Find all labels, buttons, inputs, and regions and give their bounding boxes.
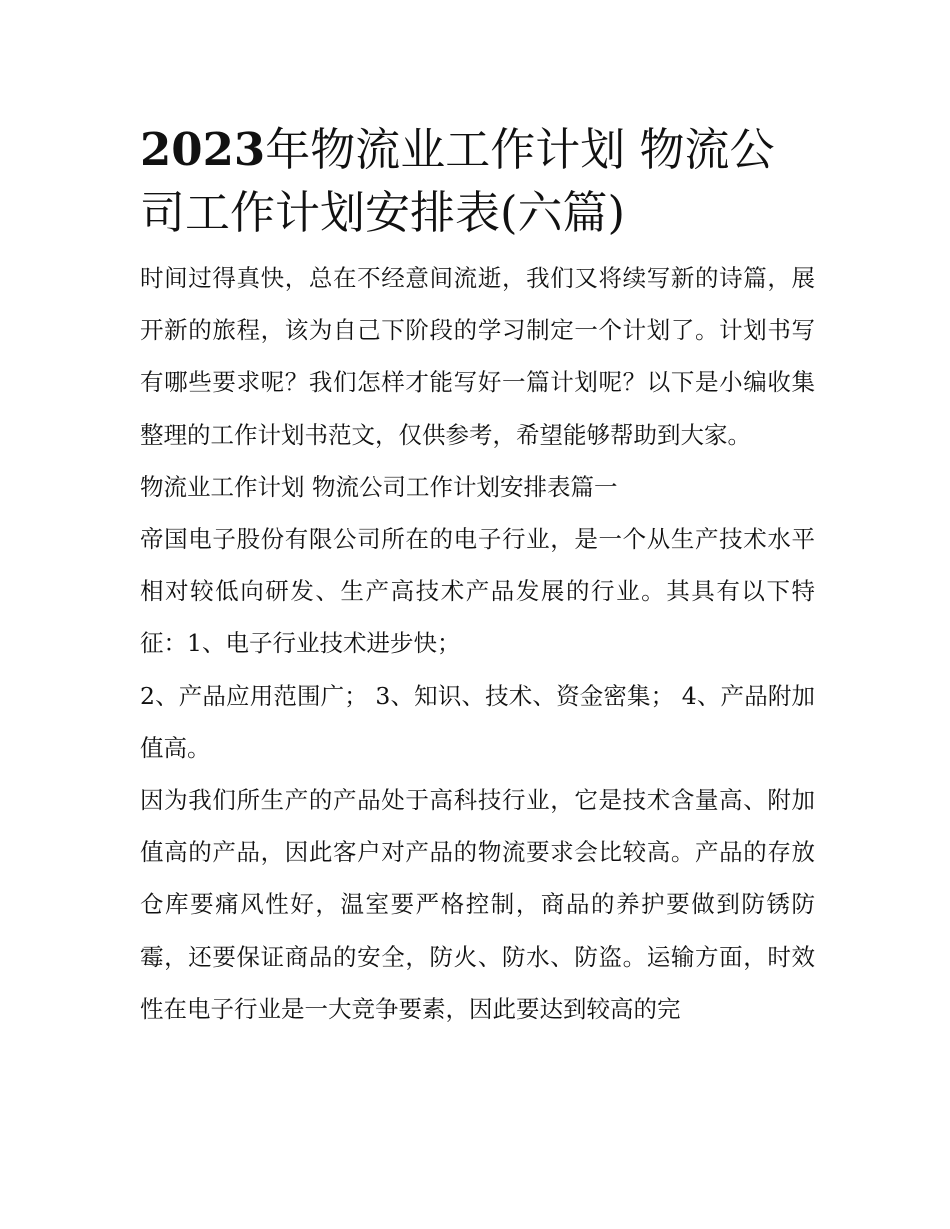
body-paragraph: 2、产品应用范围广； 3、知识、技术、资金密集； 4、产品附加值高。 [140,681,815,762]
title-year: 2023 [140,123,266,176]
body-paragraph: 帝国电子股份有限公司所在的电子行业，是一个从生产技术水平相对较低向研发、生产高技术产品发展的行业。其具有以下特征：1、电子行业技术进步快； [140,525,815,658]
document-title [140,118,815,244]
section-heading: 物流业工作计划 物流公司工作计划安排表篇一 [140,472,618,501]
body-paragraph: 因为我们所生产的产品处于高科技行业，它是技术含量高、附加值高的产品，因此客户对产品的物流要求会比较高。产品的存放仓库要痛风性好，温室要严格控制，商品的养护要做到防锈防霉，还要保证商品的安全，防火、防水、防盗。运输方面，时效性在电子行业是一大竞争要素，因此要达到较高的完 [140,786,815,1023]
title-text: 年物流业工作计划 物流公司工作计划安排表(六篇) [140,123,775,239]
document-body [140,118,815,1035]
intro-paragraph: 时间过得真快，总在不经意间流逝，我们又将续写新的诗篇，展开新的旅程，该为自己下阶段的学习制定一个计划了。计划书写有哪些要求呢？我们怎样才能写好一篇计划呢？以下是小编收集整理的工作计划书范文，仅供参考，希望能够帮助到大家。 [140,264,815,449]
